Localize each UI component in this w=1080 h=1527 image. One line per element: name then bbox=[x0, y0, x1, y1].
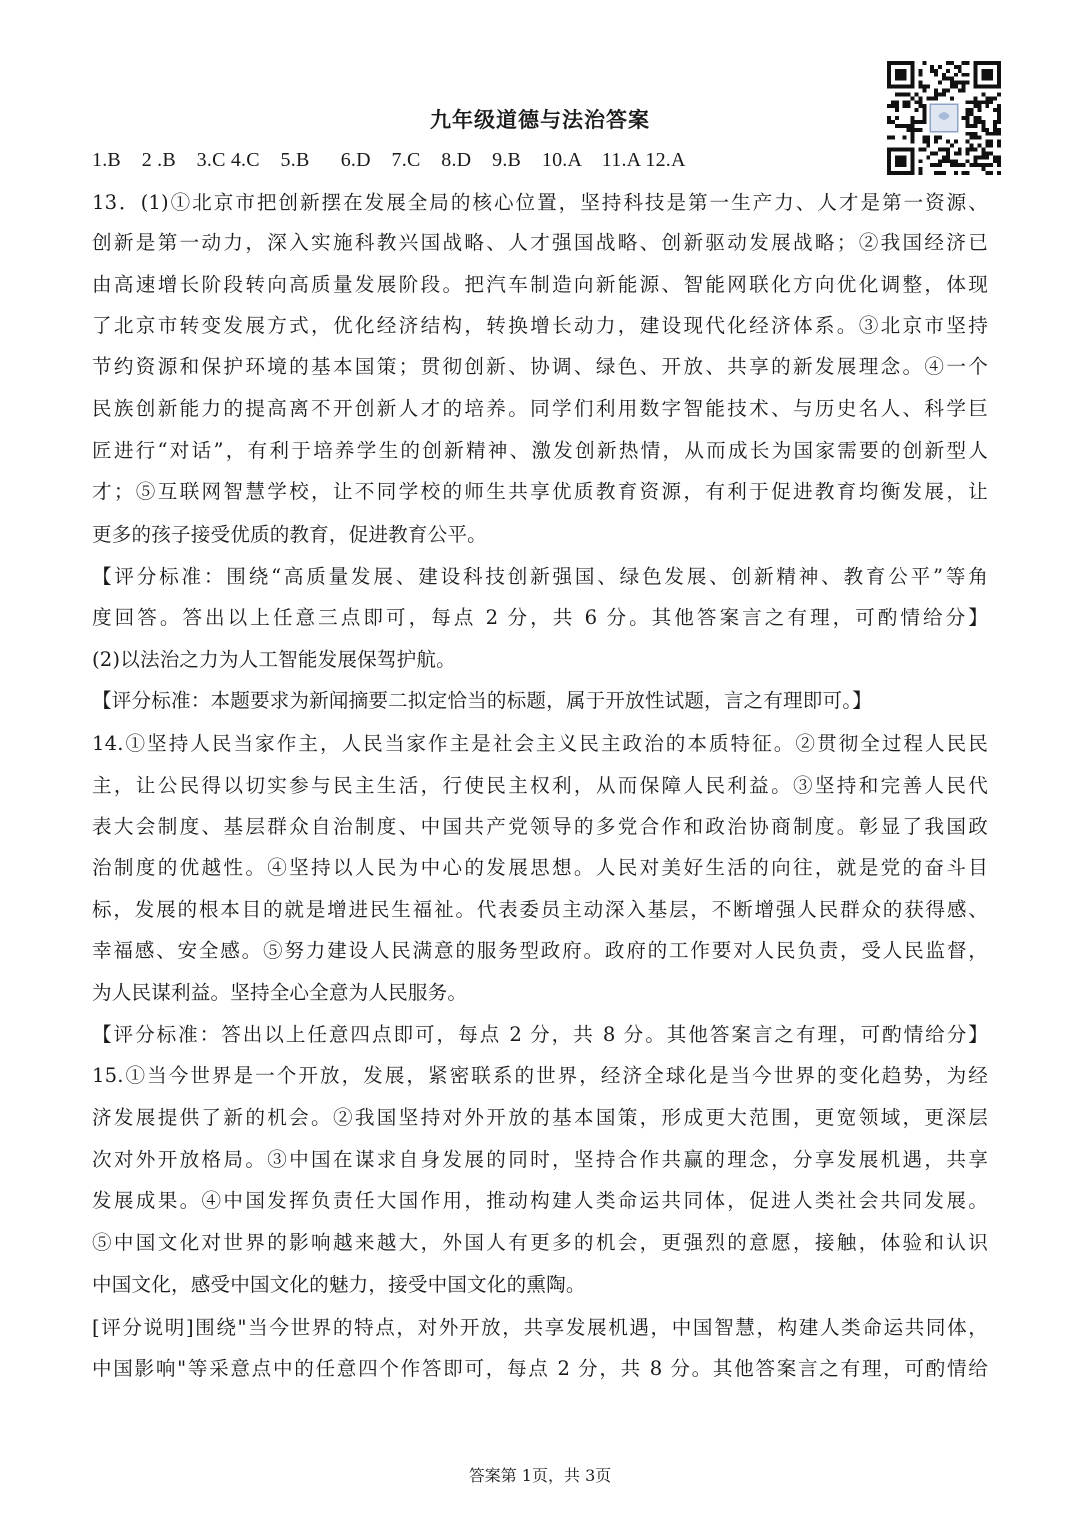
answer-line: 【评分标准：围绕“高质量发展、建设科技创新强国、绿色发展、创新精神、教育公平”等角 bbox=[92, 565, 988, 588]
answer-line: 民族创新能力的提高离不开创新人才的培养。同学们利用数字智能技术、与历史名人、科学巨 bbox=[92, 397, 988, 420]
choice-answers: 1.B 2 .B 3.C 4.C 5.B 6.D 7.C 8.D 9.B 10.A 11.A 12.A bbox=[92, 149, 686, 171]
answer-line: 发展成果。④中国发挥负责任大国作用，推动构建人类命运共同体，促进人类社会共同发展。 bbox=[92, 1189, 988, 1212]
answer-line: 才；⑤互联网智慧学校，让不同学校的师生共享优质教育资源，有利于促进教育均衡发展，让 bbox=[92, 480, 988, 503]
answer-line: 匠进行“对话”，有利于培养学生的创新精神、激发创新热情，从而成长为国家需要的创新型人 bbox=[92, 439, 988, 462]
answer-line: 更多的孩子接受优质的教育，促进教育公平。 bbox=[92, 523, 487, 546]
answer-line: 15.①当今世界是一个开放，发展，紧密联系的世界，经济全球化是当今世界的变化趋势，为经 bbox=[92, 1064, 988, 1087]
answer-line: 主，让公民得以切实参与民主生活，行使民主权利，从而保障人民利益。③坚持和完善人民代 bbox=[92, 774, 988, 797]
answer-line: ⑤中国文化对世界的影响越来越大，外国人有更多的机会，更强烈的意愿，接触，体验和认识 bbox=[92, 1231, 988, 1254]
page-footer: 答案第 1页，共 3页 bbox=[468, 1466, 612, 1485]
answer-line: 中国文化，感受中国文化的魅力，接受中国文化的熏陶。 bbox=[92, 1273, 586, 1296]
answer-line: 治制度的优越性。④坚持以人民为中心的发展思想。人民对美好生活的向往，就是党的奋斗目 bbox=[92, 856, 988, 879]
answer-line: 【评分标准：本题要求为新闻摘要二拟定恰当的标题，属于开放性试题，言之有理即可。】 bbox=[92, 689, 872, 712]
answer-line: 由高速增长阶段转向高质量发展阶段。把汽车制造向新能源、智能网联化方向优化调整，体现 bbox=[92, 273, 988, 296]
page-title: 九年级道德与法治答案 bbox=[430, 107, 650, 132]
answer-line: [评分说明]围绕"当今世界的特点，对外开放，共享发展机遇，中国智慧，构建人类命运共同体， bbox=[92, 1316, 988, 1339]
answer-line: 【评分标准：答出以上任意四点即可，每点 2 分，共 8 分。其他答案言之有理，可酌情给分】 bbox=[92, 1023, 988, 1046]
answer-line: 次对外开放格局。③中国在谋求自身发展的同时，坚持合作共赢的理念，分享发展机遇，共享 bbox=[92, 1148, 988, 1171]
answer-line: 为人民谋利益。坚持全心全意为人民服务。 bbox=[92, 981, 468, 1004]
answer-line: 14.①坚持人民当家作主，人民当家作主是社会主义民主政治的本质特征。②贯彻全过程人民民 bbox=[92, 732, 988, 755]
qr-code bbox=[887, 61, 1001, 175]
answer-line: 标，发展的根本目的就是增进民生福祉。代表委员主动深入基层，不断增强人民群众的获得感、 bbox=[92, 898, 988, 921]
answer-line: 创新是第一动力，深入实施科教兴国战略、人才强国战略、创新驱动发展战略；②我国经济已 bbox=[92, 231, 988, 254]
answer-line: 中国影响"等采意点中的任意四个作答即可，每点 2 分，共 8 分。其他答案言之有理，可酌情给 bbox=[92, 1357, 988, 1380]
answer-line: 度回答。答出以上任意三点即可，每点 2 分，共 6 分。其他答案言之有理，可酌情给分】 bbox=[92, 606, 988, 629]
answer-line: 了北京市转变发展方式，优化经济结构，转换增长动力，建设现代化经济体系。③北京市坚持 bbox=[92, 314, 988, 337]
answer-line: 表大会制度、基层群众自治制度、中国共产党领导的多党合作和政治协商制度。彰显了我国政 bbox=[92, 815, 988, 838]
answer-line: 济发展提供了新的机会。②我国坚持对外开放的基本国策，形成更大范围，更宽领域，更深层 bbox=[92, 1106, 988, 1129]
answer-line: 节约资源和保护环境的基本国策；贯彻创新、协调、绿色、开放、共享的新发展理念。④一个 bbox=[92, 355, 988, 378]
answer-line: 13．(1)①北京市把创新摆在发展全局的核心位置，坚持科技是第一生产力、人才是第一资源、 bbox=[92, 191, 988, 214]
answer-line: 幸福感、安全感。⑤努力建设人民满意的服务型政府。政府的工作要对人民负责，受人民监督， bbox=[92, 939, 988, 962]
answer-line: (2)以法治之力为人工智能发展保驾护航。 bbox=[92, 648, 456, 671]
